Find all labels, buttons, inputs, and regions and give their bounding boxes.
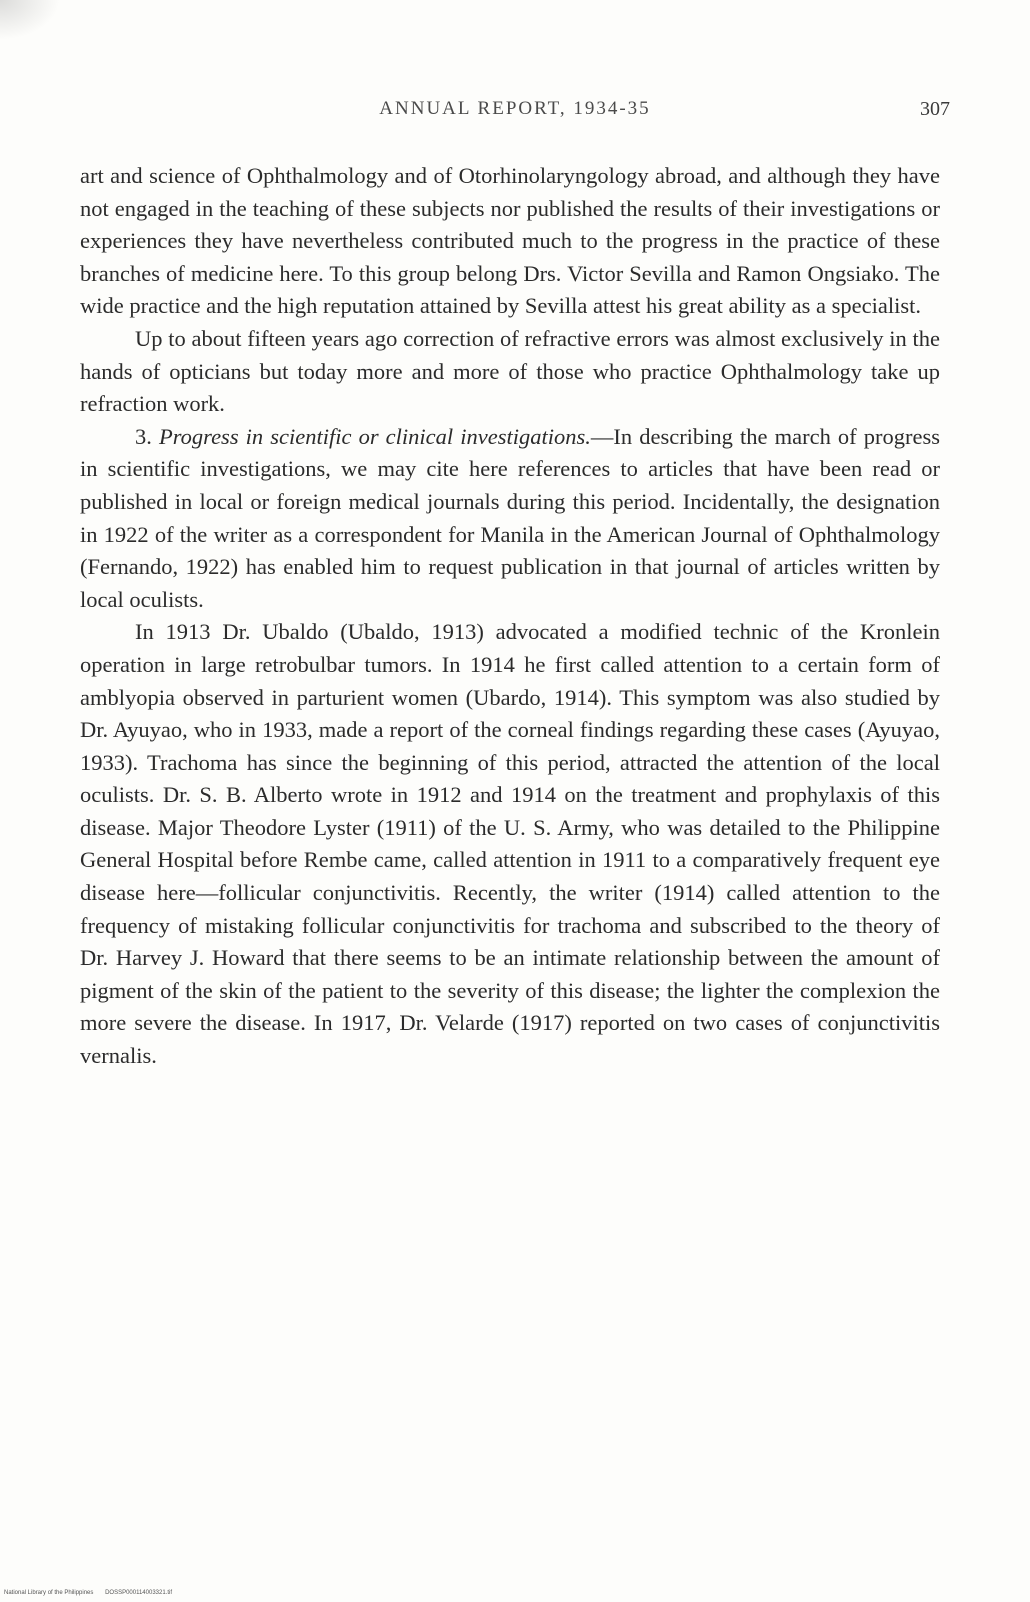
- running-title: ANNUAL REPORT, 1934-35: [379, 98, 651, 119]
- paragraph-3: [80, 421, 940, 617]
- scan-footer: [4, 1590, 182, 1596]
- body-text: [80, 160, 940, 1073]
- paragraph-3-body: —In describing the march of progress in scientific investigations, we may cite here references to articles that have been read or published in local or foreign medical journals during this period. Incidentally, the designation in 1922 of the writer as a correspondent for Manila in the American Journal of Ophthalmology (Fernando, 1922) has enabled him to request publication in that journal of articles written by local oculists.: [80, 423, 940, 612]
- section-title: Progress in scientific or clinical investigations.: [158, 423, 591, 449]
- paragraph-4: In 1913 Dr. Ubaldo (Ubaldo, 1913) advocated a modified technic of the Kronlein operation in large retrobulbar tumors. In 1914 he first called attention to a certain form of amblyopia observed in parturient women (Ubardo, 1914). This symptom was also studied by Dr. Ayuyao, who in 1933, made a report of the corneal findings regarding these cases (Ayuyao, 1933). Trachoma has since the beginning of this period, attracted the attention of the local oculists. Dr. S. B. Alberto wrote in 1912 and 1914 on the treatment and prophylaxis of this disease. Major Theodore Lyster (1911) of the U. S. Army, who was detailed to the Philippine General Hospital before Rembe came, called attention in 1911 to a comparatively frequent eye disease here—follicular conjunctivitis. Recently, the writer (1914) called attention to the frequency of mistaking follicular conjunctivitis for trachoma and subscribed to the theory of Dr. Harvey J. Howard that there seems to be an intimate relationship between the amount of pigment of the skin of the patient to the severity of this disease; the lighter the complexion the more severe the disease. In 1917, Dr. Velarde (1917) reported on two cases of conjunctivitis vernalis.: [80, 619, 940, 1069]
- paragraph-2: Up to about fifteen years ago correction of refractive errors was almost exclusively in the hands of opticians but today more and more of those who practice Ophthalmology take up refraction work.: [80, 325, 940, 417]
- paragraph-1: art and science of Ophthalmology and of Otorhinolaryngology abroad, and although they have not engaged in the teaching of these subjects nor published the results of their investigations or experiences they have nevertheless contributed much to the progress in the practice of these branches of medicine here. To this group belong Drs. Victor Sevilla and Ramon Ongsiako. The wide practice and the high reputation attained by Sevilla attest his great ability as a specialist.: [80, 163, 940, 319]
- footer-library: National Library of the Philippines: [4, 1590, 94, 1596]
- scan-corner-shadow: [0, 0, 60, 40]
- footer-identifier: DOSSP000114003321.tif: [105, 1590, 172, 1596]
- running-header: [80, 98, 950, 128]
- section-number: 3.: [135, 423, 152, 449]
- page-number: 307: [920, 98, 950, 120]
